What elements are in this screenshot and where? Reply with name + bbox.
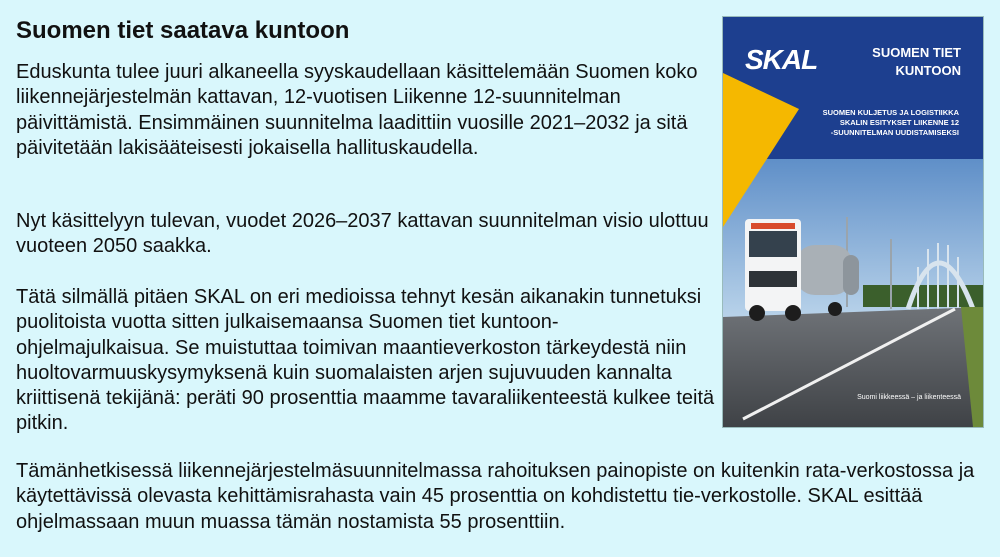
cover-subtitle-line2: SKALIN ESITYKSET LIIKENNE 12 bbox=[839, 118, 959, 127]
article-paragraph: Eduskunta tulee juuri alkaneella syyskaudellaan käsittelemään Suomen koko liikennejärjestelmän kattavan, 12-vuotisen Liikenne 12-suunnitelman päivittämistä. Ensimmäinen suunnitelma laadittiin vuosille 2021–2032 ja sitä päivitetään lakisääteisesti jokaisella hallituskaudella. bbox=[16, 61, 698, 159]
cover-title-line2: KUNTOON bbox=[895, 63, 961, 78]
cover-illustration bbox=[723, 17, 983, 427]
publication-cover-image[interactable] bbox=[722, 16, 984, 428]
article-paragraph: Tätä silmällä pitäen SKAL on eri medioissa tehnyt kesän aikanakin tunnetuksi puolitoista vuotta sitten julkaisemaansa Suomen tiet kuntoon- ohjelmajulkaisua. Se muistuttaa toimivan maantieverkoston tärkeydestä niin huoltovarmuuskysymyksenä kuin suomalaisten arjen sujuvuuden kannalta kriittisenä tekijänä: peräti 90 prosenttia maamme tavaraliikenteestä kulkee teitä pitkin. bbox=[16, 286, 715, 435]
cover-title-line1: SUOMEN TIET bbox=[872, 45, 961, 60]
article-paragraph: Nyt käsittelyyn tulevan, vuodet 2026–2037 kattavan suunnitelman visio ulottuu vuoteen 2050 saakka. bbox=[16, 210, 709, 258]
skal-logo: SKAL bbox=[745, 44, 818, 75]
article-paragraph: Tämänhetkisessä liikennejärjestelmäsuunnitelmassa rahoituksen painopiste on kuitenkin rata-verkostossa ja käytettävissä olevasta kehittämisrahasta vain 45 prosenttia on kohdistettu tie-verkostolle. SKAL esittää ohjelmassaan muun muassa tämän nostamista 55 prosenttiin. bbox=[16, 460, 975, 533]
cover-subtitle-line1: SUOMEN KULJETUS JA LOGISTIIKKA bbox=[822, 108, 959, 117]
article-title: Suomen tiet saatava kuntoon bbox=[16, 17, 350, 44]
cover-subtitle-line3: -SUUNNITELMAN UUDISTAMISEKSI bbox=[830, 128, 959, 137]
cover-tagline: Suomi liikkeessä – ja liikenteessä bbox=[857, 394, 961, 401]
